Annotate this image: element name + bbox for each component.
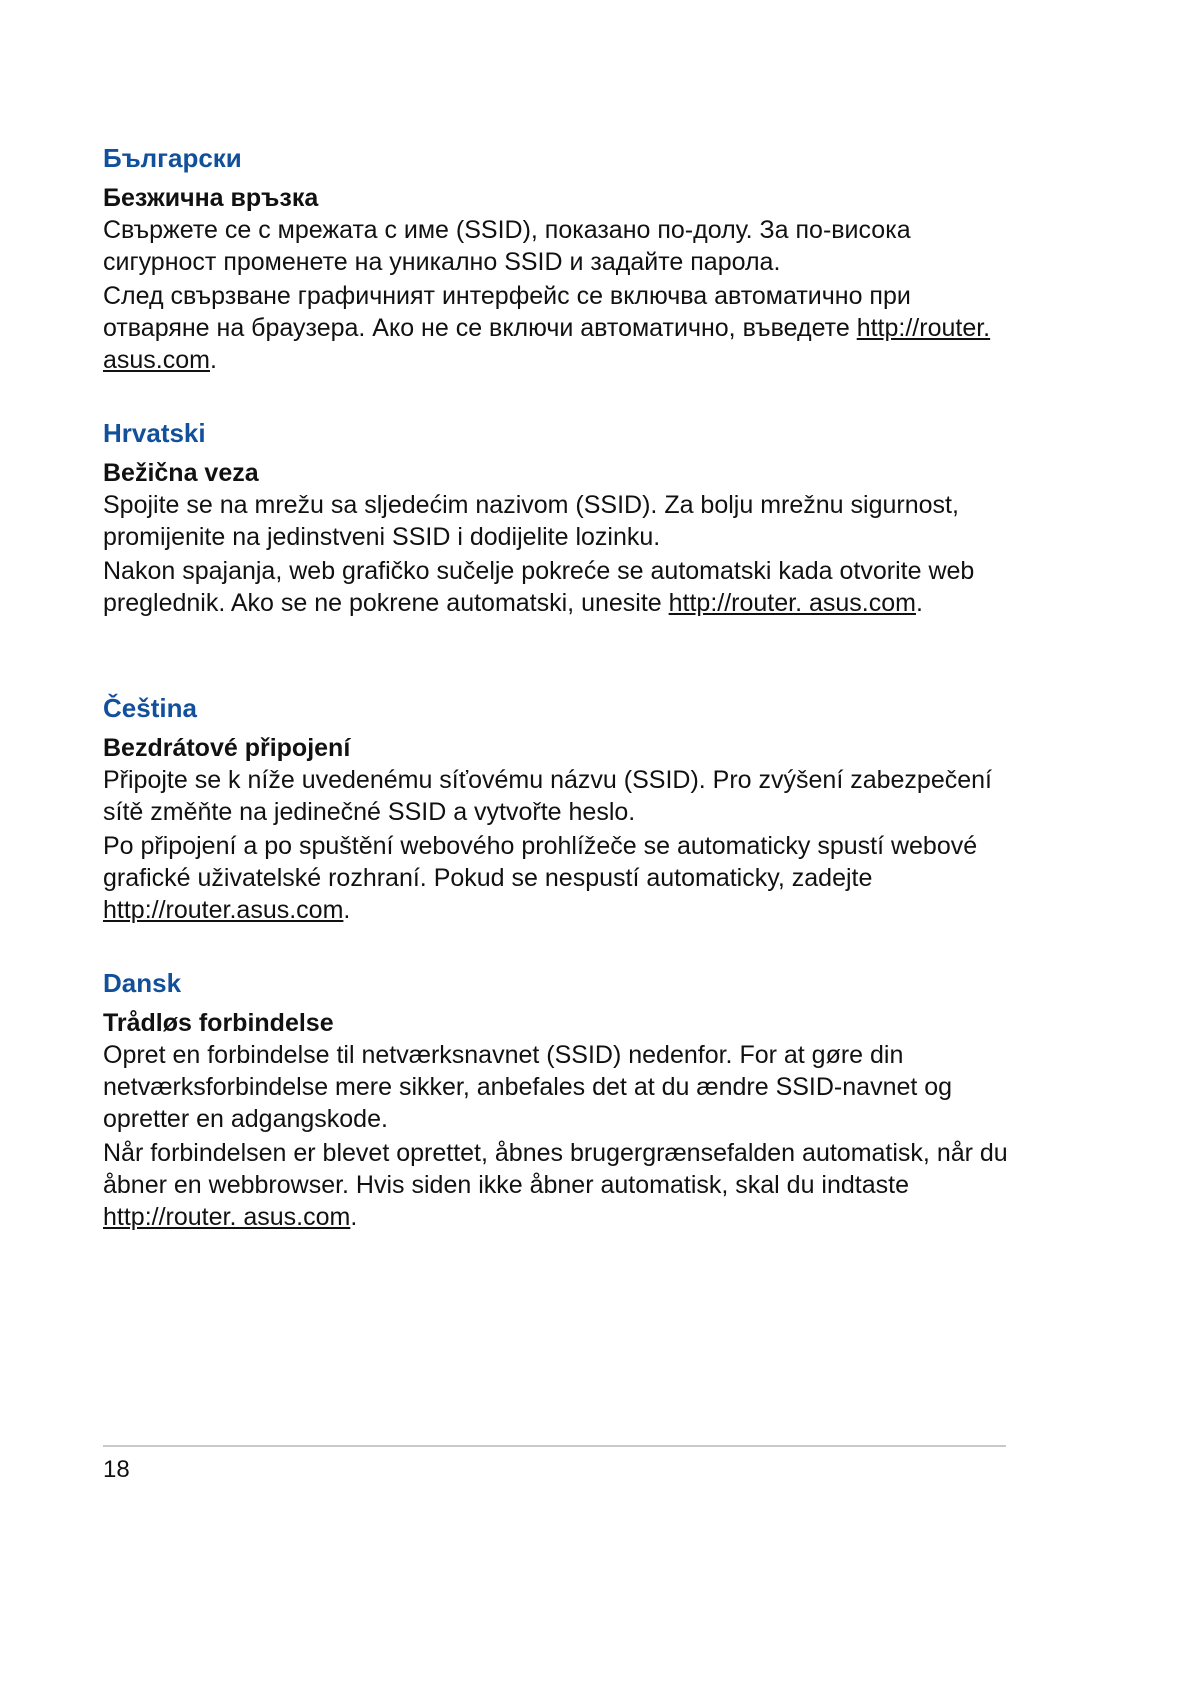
- section-subheading: Безжична връзка: [103, 184, 319, 212]
- punctuation: .: [343, 896, 351, 924]
- section-danish: [103, 967, 1013, 1233]
- paragraph: Spojite se na mrežu sa sljedećim nazivom (SSID). Za bolju mrežnu sigurnost, promijenite na jedinstveni SSID i dodijelite lozinku.: [103, 491, 959, 551]
- paragraph-text: Nakon spajanja, web grafičko sučelje pokreće se automatski kada otvorite web preglednik. Ako se ne pokrene automatski, unesite: [103, 557, 975, 617]
- paragraph-text: След свързване графичният интерфейс се включва автоматично при отваряне на браузера. Ако не се включи автоматично, въведете: [103, 282, 911, 342]
- language-heading: Čeština: [103, 693, 197, 723]
- section-subheading: Bezdrátové připojení: [103, 734, 351, 762]
- language-heading: Български: [103, 143, 242, 173]
- section-croatian: [103, 417, 1013, 619]
- section-subheading: Trådløs forbindelse: [103, 1009, 334, 1037]
- language-heading: Dansk: [103, 968, 182, 998]
- paragraph: Opret en forbindelse til netværksnavnet (SSID) nedenfor. For at gøre din netværksforbindelse mere sikker, anbefales det at du ændre SSID-navnet og opretter en adgangskode.: [103, 1041, 953, 1133]
- router-link[interactable]: http://router.asus.com: [103, 896, 344, 924]
- paragraph-text: Når forbindelsen er blevet oprettet, åbnes brugergrænsefalden automatisk, når du åbner en webbrowser. Hvis siden ikke åbner automatisk, skal du indtaste: [103, 1139, 1008, 1199]
- footer-divider: [103, 1445, 1006, 1447]
- punctuation: .: [350, 1203, 358, 1231]
- paragraph-text: Po připojení a po spuštění webového prohlížeče se automaticky spustí webové grafické uživatelské rozhraní. Pokud se nespustí automaticky, zadejte: [103, 832, 978, 892]
- paragraph-with-link: [103, 555, 1013, 619]
- paragraph: Свържете се с мрежата с име (SSID), показано по-долу. За по-висока сигурност променете на уникално SSID и задайте парола.: [103, 216, 911, 276]
- punctuation: .: [915, 589, 923, 617]
- section-czech: [103, 692, 1013, 926]
- page-number: 18: [103, 1456, 130, 1483]
- paragraph-with-link: [103, 280, 1013, 376]
- router-link[interactable]: http://router. asus.com: [668, 589, 916, 617]
- language-heading: Hrvatski: [103, 418, 206, 448]
- paragraph-with-link: [103, 1137, 1013, 1233]
- router-link[interactable]: http://router. asus.com: [103, 1203, 351, 1231]
- punctuation: .: [209, 346, 217, 374]
- section-bulgarian: [103, 142, 1013, 376]
- paragraph: Připojte se k níže uvedenému síťovému názvu (SSID). Pro zvýšení zabezpečení sítě změňte na jedinečné SSID a vytvořte heslo.: [103, 766, 992, 826]
- section-subheading: Bežična veza: [103, 459, 259, 487]
- router-link[interactable]: http://router. asus.com: [103, 314, 991, 374]
- paragraph-with-link: [103, 830, 1013, 926]
